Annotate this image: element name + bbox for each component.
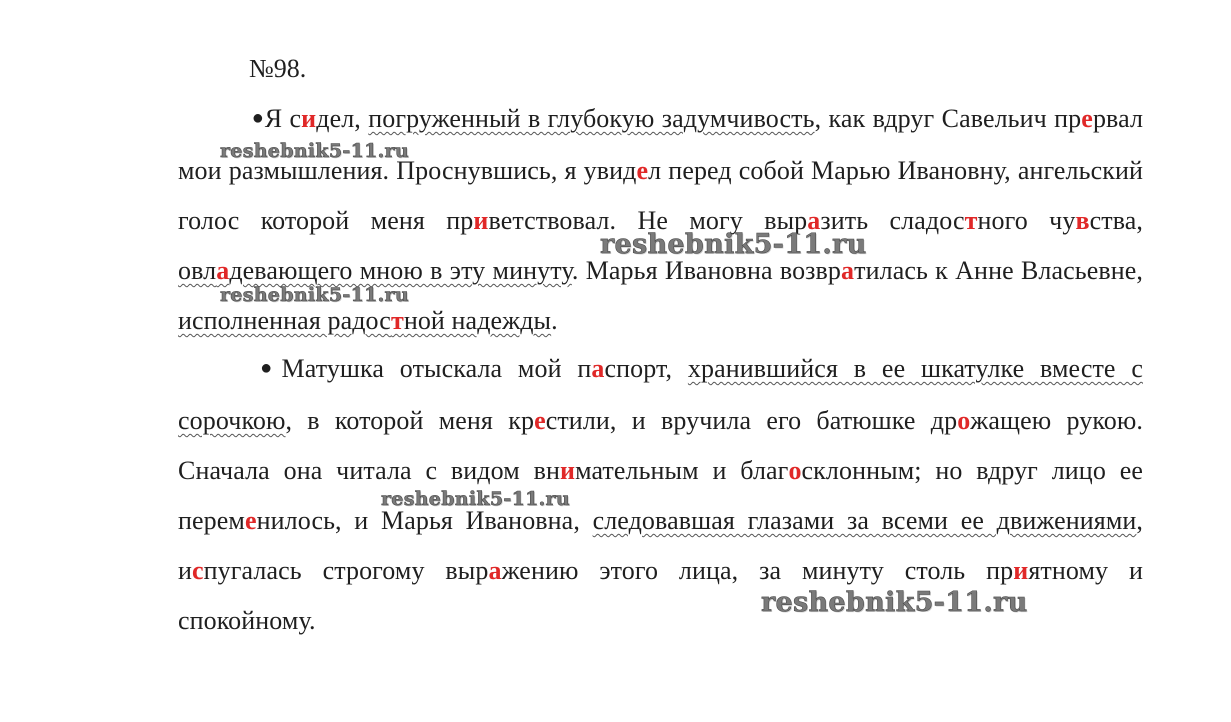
watermark: reshebnik5-11.ru [761, 587, 1028, 618]
text-run: мательным и благ [575, 456, 789, 485]
text-run: пугалась строгому выр [203, 556, 489, 585]
highlighted-letter: и [559, 456, 576, 485]
text-run: Матушка отыскала мой п [281, 354, 592, 383]
watermark: reshebnik5-11.ru [600, 229, 867, 260]
text-run: нилось, и Марья Ивановна, [256, 506, 593, 535]
highlighted-letter: и [473, 206, 489, 235]
text-run: ятному и спокойному. [178, 556, 1143, 635]
highlighted-letter: и [301, 104, 317, 133]
highlighted-letter: с [192, 556, 204, 585]
highlighted-letter: а [488, 556, 502, 585]
exercise-number: №98. [249, 54, 307, 83]
underlined-phrase: девающего мною в эту минуту [229, 256, 572, 285]
text-run: ветствовал. Не могу выр [488, 206, 808, 235]
underlined-phrase: исполненная радос [178, 306, 391, 335]
highlighted-letter: а [216, 256, 230, 285]
highlighted-letter: о [957, 406, 971, 435]
text-run: зить сладос [820, 206, 965, 235]
paragraph-1 [178, 94, 1143, 346]
text-run: дел, [316, 104, 369, 133]
highlighted-letter: е [534, 406, 546, 435]
highlighted-letter: о [788, 456, 802, 485]
underlined-phrase: следовавшая глазами за всеми ее движениями [592, 506, 1137, 535]
highlighted-letter: а [807, 206, 821, 235]
watermark: reshebnik5-11.ru [220, 284, 409, 306]
highlighted-letter: и [1013, 556, 1029, 585]
text-run: . [551, 306, 558, 335]
text-run: л перед собой Марью Ивановну, ангельский голос которой меня пр [178, 156, 1143, 235]
text-run: , в которой меня кр [285, 406, 535, 435]
highlighted-letter: е [1081, 104, 1093, 133]
underlined-phrase: овл [178, 256, 217, 285]
text-run: . Марья Ивановна возвр [571, 256, 842, 285]
text-run: рвал мои размышления. Проснувшись, я увид [178, 104, 1144, 185]
underlined-phrase: хранившийся в ее шкатулке вместе с сорочкою [178, 354, 1143, 435]
highlighted-letter: а [841, 256, 855, 285]
watermark: reshebnik5-11.ru [220, 140, 409, 162]
highlighted-letter: е [244, 506, 257, 535]
text-run: ства, [1089, 206, 1143, 235]
text-run: тилась к Анне Власьевне, [854, 256, 1143, 285]
text-run: спорт, [604, 354, 688, 383]
highlighted-letter: в [1075, 206, 1090, 235]
text-run: жащею рукою. Сначала она читала с видом вн [178, 406, 1143, 485]
highlighted-letter: а [591, 354, 605, 383]
text-run: Я с [264, 104, 302, 133]
text-run: , и [178, 506, 1143, 585]
underlined-phrase: погруженный в глубокую задумчивость [368, 104, 815, 133]
highlighted-letter: т [390, 306, 404, 335]
text-run: , как вдруг Савельич пр [814, 104, 1082, 133]
text-run: жению этого лица, за минуту столь пр [501, 556, 1014, 585]
text-run: ного чу [977, 206, 1076, 235]
underlined-phrase: ной надежды [403, 306, 552, 335]
text-run: склонным; но вдруг лицо ее перем [178, 456, 1143, 535]
text-run: стили, и вручила его батюшке др [545, 406, 958, 435]
bullet-icon: ● [251, 357, 282, 379]
highlighted-letter: е [636, 156, 649, 185]
bullet-icon: ● [251, 107, 265, 129]
watermark: reshebnik5-11.ru [381, 488, 570, 510]
highlighted-letter: т [964, 206, 978, 235]
